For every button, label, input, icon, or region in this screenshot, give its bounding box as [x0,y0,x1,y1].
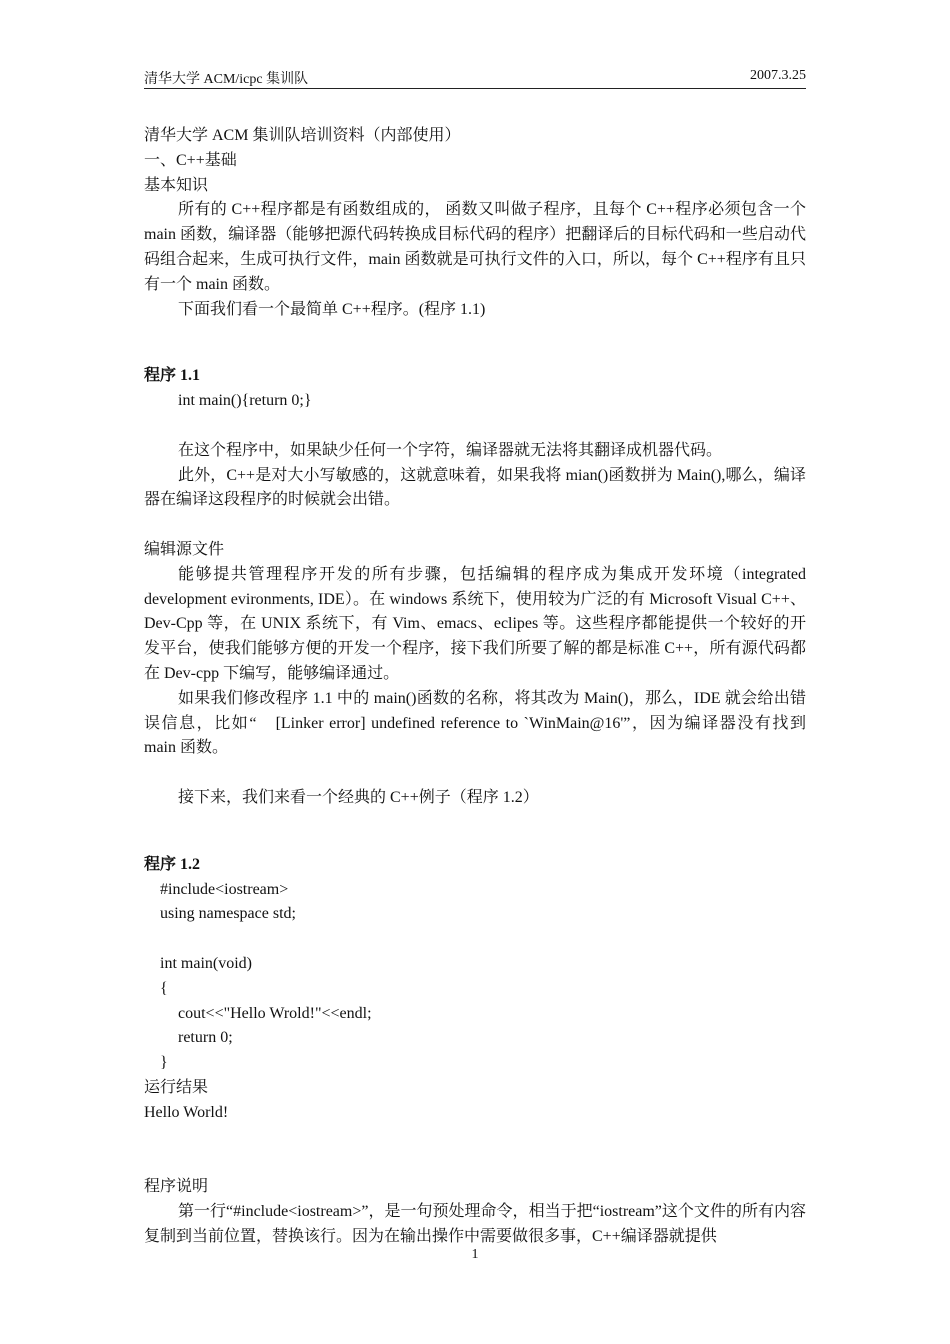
result-label: 运行结果 [144,1078,209,1096]
code-line: cout<<"Hello Wrold!"<<endl; [178,1004,372,1022]
program-label-1-1: 程序 1.1 [144,367,201,385]
header-title: 清华大学 ACM/icpc 集训队 [144,72,309,87]
code-line: { [160,979,168,997]
code-line: } [160,1054,168,1072]
paragraph-main-function: 所有的 C++程序都是有函数组成的， 函数又叫做子程序，且每个 C++程序必须包含一个 main 函数，编译器（能够把源代码转换成目标代码的程序）把翻译后的目标代码和一些启动代码组合起来，生成可执行文件，main 函数就是可执行文件的入口，所以，每个 C++程序有且只有一个 main 函数。 [144,201,806,293]
chapter-heading: 一、C++基础 [144,151,237,169]
code-line: return 0; [178,1029,233,1047]
code-line: int main(void) [160,954,252,972]
result-output: Hello World! [144,1103,229,1121]
page-header [144,66,806,89]
paragraph-ide: 能够提共管理程序开发的所有步骤，包括编辑的程序成为集成开发环境（integrated development evironments, IDE）。在 windows 系统下，使用较为广泛的有 Microsoft Visual C++、Dev-Cpp 等，在 UNIX 系统下，有 Vim、emacs、eclipes 等。这些程序都能提供一个较好的开发平台，使我们能够方便的开发一个程序，接下我们所要了解的都是标准 C++，所有源代码都在 Dev-cpp 下编写，能够编译通过。 [144,565,806,682]
section-heading-editing: 编辑源文件 [144,540,225,558]
paragraph-missing-char: 在这个程序中，如果缺少任何一个字符，编译器就无法将其翻译成机器代码。 [178,441,723,459]
section-heading-basics: 基本知识 [144,176,209,194]
program-label-1-2: 程序 1.2 [144,855,201,873]
page-number: 1 [471,1247,479,1262]
section-heading-explanation: 程序说明 [144,1178,209,1196]
paragraph-case-sensitive: 此外，C++是对大小写敏感的，这就意味着，如果我将 mian()函数拼为 Main(),哪么，编译器在编译这段程序的时候就会出错。 [144,466,806,509]
code-line: #include<iostream> [160,880,289,898]
paragraph-include-explanation: 第一行“#include<iostream>”，是一句预处理命令，相当于把“iostream”这个文件的所有内容复制到当前位置，替换该行。因为在输出操作中需要做很多事，C++编译器就提供 [144,1202,806,1245]
paragraph-simplest-program: 下面我们看一个最简单 C++程序。(程序 1.1) [178,300,486,318]
header-date: 2007.3.25 [750,68,806,83]
paragraph-next-example: 接下来，我们来看一个经典的 C++例子（程序 1.2） [178,788,539,806]
code-line: using namespace std; [160,905,296,923]
code-line: int main(){return 0;} [178,392,312,410]
document-body [144,124,806,1249]
paragraph-linker-error: 如果我们修改程序 1.1 中的 main()函数的名称，将其改为 Main()，那么，IDE 就会给出错误信息，比如“ [Linker error] undefined reference to `WinMain@16'”，因为编译器没有找到 main 函数。 [144,689,806,757]
document-title: 清华大学 ACM 集训队培训资料（内部使用） [144,127,461,144]
code-line [144,927,806,952]
